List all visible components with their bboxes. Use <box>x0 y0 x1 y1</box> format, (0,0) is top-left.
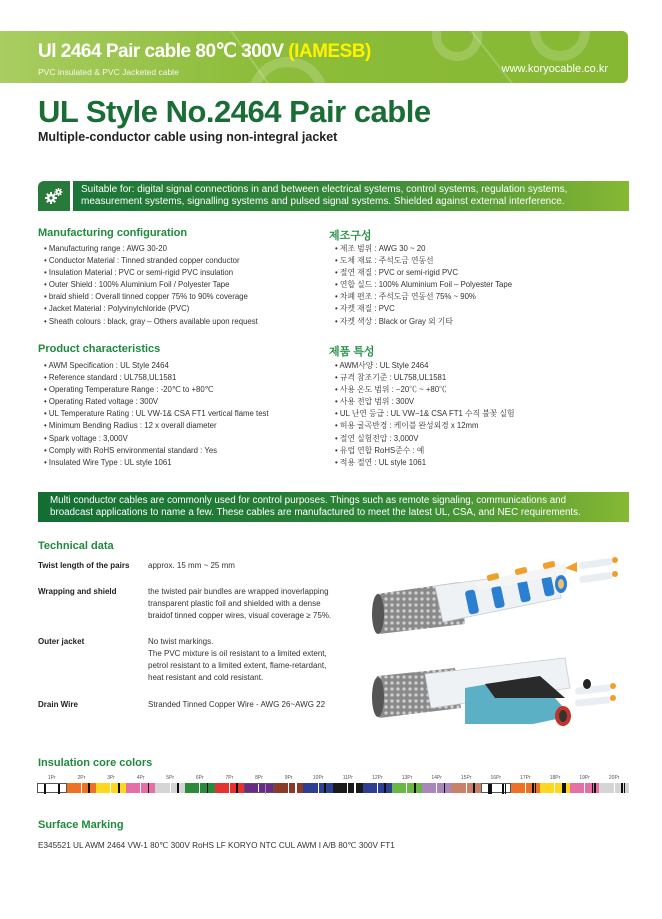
core-pair <box>185 777 215 793</box>
core-pair-swatch <box>126 783 156 793</box>
core-pair <box>451 777 481 793</box>
list-item: • 연합 실드 : 100% Aluminium Foil – Polyester Tape <box>335 279 512 291</box>
core-pair-label: 2Pr <box>77 775 86 781</box>
tech-value-line: petrol resistant to a limited extent, flame-retardant, <box>148 661 327 670</box>
upper-cable <box>372 557 618 634</box>
core-pair-label: 11Pr <box>342 775 353 781</box>
tech-value-line: the twisted pair bundles are wrapped inoverlapping <box>148 587 329 596</box>
core-pair-swatch <box>599 783 629 793</box>
gears-icon-box <box>38 181 70 211</box>
list-item: • Jacket Material : Polyvinylchloride (PVC) <box>44 303 258 315</box>
core-pair <box>126 777 156 793</box>
list-item: • 적용 절연 : UL style 1061 <box>335 457 515 469</box>
surface-marking-heading: Surface Marking <box>38 819 124 831</box>
list-item: • braid shield : Overall tinned copper 75% to 90% coverage <box>44 291 258 303</box>
tech-value-line: approx. 15 mm ~ 25 mm <box>148 561 235 570</box>
core-color-strip <box>37 777 629 793</box>
core-pair-swatch <box>422 783 452 793</box>
core-pair-swatch <box>185 783 215 793</box>
suitable-for-banner <box>73 181 629 211</box>
list-item: • Operating Rated voltage : 300V <box>44 396 269 408</box>
header-banner <box>0 31 628 83</box>
core-pair-swatch <box>481 783 511 793</box>
core-pair <box>274 777 304 793</box>
list-item: • 자켓 재질 : PVC <box>335 303 512 315</box>
core-pair <box>37 777 67 793</box>
list-item: • Operating Temperature Range : -20℃ to +80℃ <box>44 384 269 396</box>
multi-conductor-banner <box>38 492 629 522</box>
page-title: UL Style No.2464 Pair cable <box>38 94 431 129</box>
list-item: • 자켓 색상 : Black or Gray 외 기타 <box>335 316 512 328</box>
core-pair-label: 10Pr <box>312 775 324 781</box>
list-item: • 제조 범위 : AWG 30 ~ 20 <box>335 243 512 255</box>
core-pair-label: 3Pr <box>107 775 115 781</box>
banner-subtitle: PVC insulated & PVC Jacketed cable <box>38 67 179 77</box>
core-colors-heading: Insulation core colors <box>38 757 153 769</box>
list-item: • Spark voltage : 3,000V <box>44 433 269 445</box>
list-item: • 사용 전압 범위 : 300V <box>335 396 515 408</box>
list-item: • Comply with RoHS environmental standard : Yes <box>44 445 269 457</box>
banner-title <box>38 40 371 63</box>
core-pair <box>599 777 629 793</box>
list-item: • 도체 재료 : 주석도금 연동선 <box>335 255 512 267</box>
core-pair-label: 12Pr <box>372 775 383 781</box>
core-pair-label: 13Pr <box>401 775 413 781</box>
list-item: • Conductor Material : Tinned stranded copper conductor <box>44 255 258 267</box>
decorative-circle <box>530 31 590 61</box>
core-pair <box>540 777 570 793</box>
core-pair-swatch <box>244 783 274 793</box>
core-pair-swatch <box>392 783 422 793</box>
core-pair-label: 9Pr <box>284 775 293 781</box>
core-pair-swatch <box>363 783 393 793</box>
manufacturing-heading-kr: 제조구성 <box>329 230 372 242</box>
core-pair <box>481 777 511 793</box>
list-item: • Insulated Wire Type : UL style 1061 <box>44 457 269 469</box>
core-pair-label: 14Pr <box>431 775 442 781</box>
product-list-kr <box>335 360 515 469</box>
core-pair <box>244 777 274 793</box>
tech-value-line: braidof tinned copper wires, visual coverage ≥ 75%. <box>148 611 332 620</box>
core-pair-swatch <box>215 783 245 793</box>
website-link[interactable]: www.koryocable.co.kr <box>501 63 608 75</box>
list-item: • AWM사양 : UL Style 2464 <box>335 360 515 372</box>
manufacturing-heading: Manufacturing configuration <box>38 227 188 239</box>
technical-heading: Technical data <box>38 540 114 552</box>
list-item: • Outer Shield : 100% Aluminium Foil / Polyester Tape <box>44 279 258 291</box>
core-pair <box>422 777 452 793</box>
cable-illustration <box>365 548 627 733</box>
list-item: • 사용 온도 범위 : −20℃ ~ +80℃ <box>335 384 515 396</box>
tech-label: Twist length of the pairs <box>38 561 130 570</box>
tech-value <box>148 636 327 684</box>
core-pair-label: 20Pr <box>608 775 620 781</box>
list-item: • Reference standard : UL758,UL1581 <box>44 372 269 384</box>
tech-label: Drain Wire <box>38 700 78 709</box>
tech-value <box>148 560 235 572</box>
manufacturing-list-kr <box>335 243 512 328</box>
core-pair-swatch <box>155 783 185 793</box>
list-item: • Sheath colours : black, gray – Others available upon request <box>44 316 258 328</box>
core-pair-label: 16Pr <box>490 775 502 781</box>
core-pair-label: 5Pr <box>166 775 175 781</box>
list-item: • 차폐 편조 : 주석도금 연동선 75% ~ 90% <box>335 291 512 303</box>
core-pair-label: 15Pr <box>460 775 472 781</box>
tech-value <box>148 699 325 711</box>
core-pair <box>392 777 422 793</box>
tech-value-line: No twist markings. <box>148 637 214 646</box>
product-heading: Product characteristics <box>38 343 161 355</box>
core-pair-label: 7Pr <box>225 775 234 781</box>
core-pair-label: 4Pr <box>136 775 145 781</box>
list-item: • AWM Specification : UL Style 2464 <box>44 360 269 372</box>
core-pair-label: 1Pr <box>47 775 56 781</box>
core-pair <box>570 777 600 793</box>
tech-value-line: The PVC mixture is oil resistant to a limited extent, <box>148 649 327 658</box>
lower-cable <box>372 658 616 726</box>
tech-value-line: heat resistant and cold resistant. <box>148 673 264 682</box>
list-item: • 절연 재질 : PVC or semi-rigid PVC <box>335 267 512 279</box>
decorative-line <box>470 31 527 83</box>
suitable-line-1: Suitable for: digital signal connections in and between electrical systems, control systems, regulation systems, <box>81 184 568 195</box>
tech-value-line: transparent plastic foil and shielded with a dense <box>148 599 321 608</box>
list-item: • 규격 참조기준 : UL758,UL1581 <box>335 372 515 384</box>
list-item: • Insulation Material : PVC or semi-rigid PVC insulation <box>44 267 258 279</box>
list-item: • UL Temperature Rating : UL VW-1& CSA FT1 vertical flame test <box>44 408 269 420</box>
core-pair-label: 6Pr <box>195 775 204 781</box>
core-pair-label: 19Pr <box>579 775 590 781</box>
list-item: • Manufacturing range : AWG 30-20 <box>44 243 258 255</box>
list-item: • UL 난연 등급 : UL VW−1& CSA FT1 수직 불꽃 실험 <box>335 408 515 420</box>
core-pair-swatch <box>451 783 481 793</box>
core-pair <box>96 777 126 793</box>
core-pair-swatch <box>303 783 333 793</box>
core-pair-swatch <box>37 783 67 793</box>
core-pair <box>511 777 541 793</box>
manufacturing-list-en <box>44 243 258 328</box>
page-subtitle: Multiple-conductor cable using non-integral jacket <box>38 130 338 144</box>
core-pair-label: 18Pr <box>549 775 561 781</box>
list-item: • Minimum Bending Radius : 12 x overall diameter <box>44 420 269 432</box>
core-pair <box>333 777 363 793</box>
tech-label: Outer jacket <box>38 637 85 646</box>
core-pair-swatch <box>67 783 97 793</box>
core-pair-swatch <box>570 783 600 793</box>
gears-icon <box>44 187 64 205</box>
core-pair-label: 17Pr <box>520 775 531 781</box>
product-heading-kr: 제품 특성 <box>329 346 375 358</box>
core-pair-swatch <box>96 783 126 793</box>
list-item: • 절연 실험전압 : 3,000V <box>335 433 515 445</box>
core-pair <box>67 777 97 793</box>
multi-line-1: Multi conductor cables are commonly used for control purposes. Things such as remote signaling, communications and <box>50 495 567 506</box>
tech-value <box>148 586 331 622</box>
core-pair <box>215 777 245 793</box>
core-pair-swatch <box>333 783 363 793</box>
suitable-line-2: measurement systems, signalling systems and pulsed signal systems. Shielded against external interference. <box>81 196 565 207</box>
product-list-en <box>44 360 269 469</box>
list-item: • 허용 굴곡반경 : 케이블 완성외경 x 12mm <box>335 420 515 432</box>
core-pair-label: 8Pr <box>255 775 263 781</box>
tech-value-line: Stranded Tinned Copper Wire - AWG 26~AWG 22 <box>148 700 326 709</box>
core-pair <box>363 777 393 793</box>
surface-marking-text: E345521 UL AWM 2464 VW-1 80℃ 300V RoHS LF KORYO NTC CUL AWM I A/B 80℃ 300V FT1 <box>38 841 395 850</box>
banner-title-main: Ul 2464 Pair cable 80℃ 300V <box>38 41 289 62</box>
core-pair-swatch <box>274 783 304 793</box>
list-item: • 유럽 연합 RoHS준수 : 예 <box>335 445 515 457</box>
core-pair-swatch <box>540 783 570 793</box>
multi-line-2: broadcast applications to name a few. These cables are manufactured to meet the latest UL, CSA, and NEC requirements. <box>50 507 581 518</box>
core-pair <box>155 777 185 793</box>
banner-title-code: (IAMESB) <box>288 41 371 62</box>
core-pair <box>303 777 333 793</box>
tech-label: Wrapping and shield <box>38 587 117 596</box>
core-pair-swatch <box>511 783 541 793</box>
